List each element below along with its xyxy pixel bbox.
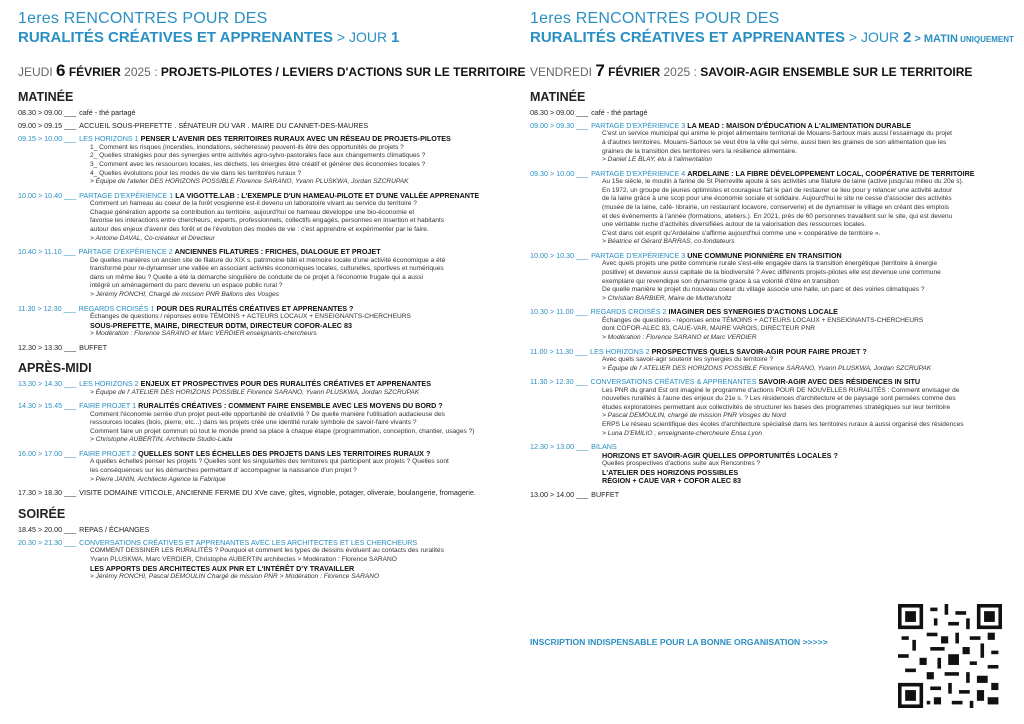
section-title: MATINÉE xyxy=(530,89,586,104)
entry-title xyxy=(79,121,368,130)
entry-description xyxy=(602,387,1016,439)
time-slot: 10.30 > 11.00 ___ xyxy=(530,307,588,317)
entry-title xyxy=(79,134,451,143)
description-line: C'est dans cet esprit qu'Ardelaine s'affirme aujourd'hui comme une « coopérative de territoire ». xyxy=(602,229,881,237)
time-slot: 14.30 > 15.45 ___ xyxy=(18,401,77,411)
session-title: ENJEUX ET PROSPECTIVES POUR DES RURALITÉS CRÉATIVES ET APPRENANTES xyxy=(140,379,432,389)
description-line: Au 15e siècle, le moulin à farine de St Pierreville ajoute à ses activités une filature de laine (active jusqu'au milieu du 20e s). xyxy=(602,178,964,186)
entry-heading xyxy=(18,401,504,410)
entry-title xyxy=(79,191,479,200)
session-title: café - thé partagé xyxy=(591,107,648,117)
schedule-entry xyxy=(18,108,504,117)
entry-description xyxy=(602,452,1016,486)
schedule-entry xyxy=(18,121,504,130)
description-line: L'ATELIER DES HORIZONS POSSIBLES xyxy=(602,467,739,477)
schedule-entry xyxy=(18,401,504,445)
entry-description xyxy=(602,178,1016,247)
session-tag: REGARDS CROISÉS 2 xyxy=(590,307,667,317)
day-1-schedule xyxy=(18,90,504,582)
session-title: POUR DES RURALITÉS CRÉATIVES ET APPRENANTES ? xyxy=(156,303,354,313)
day-2-column xyxy=(530,10,1016,499)
time-slot: 16.00 > 17.00 ___ xyxy=(18,448,77,458)
description-line: > Équipe de l' ATELIER DES HORIZONS POSSIBLE Florence SARANO, Yvann PLUSKWA, Jordan SZCRUPAK xyxy=(602,364,932,372)
session-tag: FAIRE PROJET 1 xyxy=(79,401,137,411)
session-tag: PARTAGE D'EXPÉRIENCE 1 xyxy=(79,190,174,200)
session-title: ACCUEIL SOUS-PREFETTE . SÉNATEUR DU VAR . MAIRE DU CANNET-DES-MAURES xyxy=(79,121,369,131)
description-line: de la laine grâce à une scop pour une économie sociale et solidaire. Aujourd'hui le site ne cesse d'associer des activités xyxy=(602,195,952,203)
entry-title xyxy=(591,377,921,386)
description-line: > Pierre JANIN, Architecte Agence la Fabrique xyxy=(90,475,226,483)
schedule-entry xyxy=(530,347,1016,374)
session-tag: CONVERSATIONS CRÉATIVES ET APPRENANTES AVEC LES ARCHITECTES ET LES CHERCHEURS xyxy=(79,537,418,547)
entry-title xyxy=(590,347,867,356)
time-slot: 08.30 > 09.00 ___ xyxy=(18,107,77,117)
day-2-date-line: VENDREDI 7 FÉVRIER 2025 : SAVOIR-AGIR ENSEMBLE SUR LE TERRITOIRE xyxy=(530,60,973,80)
description-line: Quelles prospectives d'actions suite aux Rencontres ? xyxy=(602,460,761,468)
event-title-line-2: RURALITÉS CRÉATIVES ET APPRENANTES > JOUR 2 > MATIN UNIQUEMENT xyxy=(530,29,1014,47)
time-slot: 11.30 > 12.30 ___ xyxy=(18,303,76,313)
schedule-entry xyxy=(530,490,1016,499)
session-tag: PARTAGE D'EXPÉRIENCE 4 xyxy=(591,168,686,178)
description-line: à d'autres territoires. Mouans-Sartoux se veut être la ville qui sème, aussi bien les graines de son alimentation que les xyxy=(602,139,947,147)
description-line: HORIZONS ET SAVOIR-AGIR QUELLES OPPORTUNITÉS LOCALES ? xyxy=(602,450,838,460)
entry-description xyxy=(602,317,1016,343)
description-line: RÉGION + CAUE VAR + COFOR ALEC 83 xyxy=(602,476,741,486)
description-line: > Luna D'EMILIO , enseignante-chercheure Ensa Lyon xyxy=(602,429,763,437)
registration-notice: INSCRIPTION INDISPENSABLE POUR LA BONNE ORGANISATION >>>>> xyxy=(530,637,828,647)
description-line: > Modération : Florence SARANO et Marc VERDIER enseignants-chercheurs xyxy=(90,330,317,338)
description-line: De quelle manière le projet du nouveau coeur du village associe une halle, un parc et des voiries climatiques ? xyxy=(602,286,925,294)
description-line: favorise les interactions entre chercheurs, experts, professionnels, collectifs engagés, personnes en insertion et habitants xyxy=(90,217,445,225)
time-slot: 10.00 > 10.30 ___ xyxy=(530,250,589,260)
entry-description xyxy=(90,313,504,339)
entry-heading xyxy=(18,538,504,547)
description-line: 2_ Quelles stratégies pour des synergies entre activités agro-sylvo-pastorales face aux changements climatiques ? xyxy=(90,152,426,160)
description-line: > Antoine DAVAL, Co-créateur et Directeur xyxy=(90,234,215,242)
description-line: LES APPORTS DES ARCHITECTES AUX PNR ET L'INTÉRÊT D'Y TRAVAILLER xyxy=(90,563,355,573)
entry-description xyxy=(90,389,504,398)
entry-description xyxy=(602,356,1016,373)
entry-description xyxy=(90,257,504,300)
entry-title xyxy=(79,449,430,458)
schedule-entry xyxy=(530,169,1016,247)
schedule-entry xyxy=(18,134,504,186)
event-title-line-2: RURALITÉS CRÉATIVES ET APPRENANTES > JOUR 1 xyxy=(18,29,400,47)
day-2-schedule xyxy=(530,90,1016,500)
description-line: En 1972, un groupe de jeunes optimistes et courageux fait le pari de restaurer ce lieu pour y relancer une activité autour xyxy=(602,186,953,194)
description-line: graines de la transition des territoires vers la résilience alimentaire. xyxy=(602,147,797,155)
schedule-entry xyxy=(530,377,1016,438)
entry-heading xyxy=(530,307,1016,316)
description-line: C'est un service municipal qui anime le projet alimentaire territorial de Mouans-Sartoux mais aussi l'essaimage du projet xyxy=(602,130,952,138)
session-title: BUFFET xyxy=(79,342,108,352)
description-line: transformé pour re-dynamiser une vallée en associant activités économiques locales, culturelles, sportives et numériques xyxy=(90,265,444,273)
entry-title xyxy=(79,538,417,547)
description-line: positive) et devenue aussi capitale de la biodiversité ? Avec différents projets-pilotes elle est devenue une commune xyxy=(602,268,941,276)
entry-heading xyxy=(530,251,1016,260)
description-line: (musée de la laine, café- librairie, un restaurant locavore, conserverie) et de dynamiser le village en créant des emplois xyxy=(602,204,950,212)
entry-description xyxy=(602,260,1016,303)
entry-title xyxy=(79,247,381,256)
description-line: Échanges de questions - réponses entre TÉMOINS + ACTEURS LOCAUX + ENSEIGNANTS-CHERCHEURS xyxy=(602,316,924,324)
entry-heading xyxy=(530,108,1016,117)
schedule-entry xyxy=(18,488,504,497)
description-line: et des événements à l'année (formations, ateliers.). En 2021, près de 60 personnes travaillent sur le site, qui est devenu xyxy=(602,212,953,220)
time-slot: 11.30 > 12.30 ___ xyxy=(530,377,588,387)
session-tag: LES HORIZONS 1 xyxy=(79,134,139,144)
schedule-entry xyxy=(530,307,1016,342)
entry-heading xyxy=(18,108,504,117)
session-title: ANCIENNES FILATURES : FRICHES, DIALOGUE ET PROJET xyxy=(174,247,381,257)
description-line: COMMENT DESSINER LES RURALITÉS ? Pourquoi et comment les types de dessins évoluent au contacts des ruralités xyxy=(90,547,444,555)
time-slot: 10.40 > 11.10 ___ xyxy=(18,247,76,257)
session-title: RURALITÉS CRÉATIVES : COMMENT FAIRE ENSEMBLE AVEC LES MOYENS DU BORD ? xyxy=(138,401,443,411)
description-line: > Daniel LE BLAY, élu à l'alimentation xyxy=(602,156,712,164)
schedule-entry xyxy=(530,251,1016,303)
entry-title xyxy=(591,490,619,499)
description-line: De quelles manières un ancien site de filature du XIX s. patrimoine bâti et mémoire locale d'une activité économique a été xyxy=(90,256,446,264)
description-line: intégré un aménagement du parc devenu un espace public rural ? xyxy=(90,282,283,290)
schedule-entry xyxy=(18,304,504,339)
description-line: > Christophe AUBERTIN, Architecte Studio-Lada xyxy=(90,436,233,444)
entry-title xyxy=(79,379,431,388)
entry-description xyxy=(90,458,504,484)
entry-heading xyxy=(18,379,504,388)
schedule-entry xyxy=(18,525,504,534)
schedule-entry xyxy=(18,343,504,352)
entry-heading xyxy=(18,449,504,458)
session-tag: PARTAGE D'EXPÉRIENCE 3 xyxy=(591,121,686,131)
schedule-entry xyxy=(18,449,504,484)
description-line: > Christian BARBIER, Maire de Muttersholtz xyxy=(602,294,732,302)
entry-heading xyxy=(18,191,504,200)
event-title-line-1: 1eres RENCONTRES POUR DES xyxy=(530,10,780,27)
entry-description xyxy=(90,547,504,581)
entry-title xyxy=(591,307,838,316)
entry-title xyxy=(591,108,647,117)
entry-heading xyxy=(530,169,1016,178)
day-1-column xyxy=(18,10,526,582)
description-line: Les PNR du grand Est ont imaginé le programme d'actions POUR DE NOUVELLES RURALITÉS : Comment envisager de xyxy=(602,386,960,394)
session-tag: CONVERSATIONS CRÉATIVES & APPRENANTES xyxy=(590,377,757,387)
session-title: ARDELAINE : LA FIBRE DÉVELOPPEMENT LOCAL, COOPÉRATIVE DE TERRITOIRE xyxy=(687,168,975,178)
description-line: > Jérémy RONCHI, Chargé de mission PNR Ballons des Vosges xyxy=(90,290,280,298)
description-line: Comment l'économie serrée d'un projet peut-elle opportunité de créativité ? De quelle manière l'utilisation audacieuse des xyxy=(90,410,445,418)
entry-heading xyxy=(18,121,504,130)
description-line: 3_ Comment avec les ressources locales, les déchets, les énergies être créatif et générer des économies locales ? xyxy=(90,161,426,169)
session-title: QUELLES SONT LES ÉCHELLES DES PROJETS DANS LES TERRITOIRES RURAUX ? xyxy=(138,448,431,458)
time-slot: 09.00 > 09.30 ___ xyxy=(530,121,589,131)
session-tag: BILANS xyxy=(591,442,617,452)
description-line: une véritable ruche d'activités diversifiées autour de la valorisation des ressources locales. xyxy=(602,221,867,229)
entry-heading xyxy=(18,525,504,534)
description-line: Comment faire un projet commun où tout le monde prend sa place à chaque étape (programmation, conception, chantier, usages ?) xyxy=(90,427,475,435)
time-slot: 12.30 > 13.30 ___ xyxy=(18,342,77,352)
description-line: nouvelles ruralités à l'aune des enjeux du 21e s. ? Les résidences d'architecture et de paysage sont pensées comme des xyxy=(602,395,956,403)
description-line: les conséquences sur les démarches permettant d' accompagner la naissance d'un projet ? xyxy=(90,466,357,474)
schedule-entry xyxy=(530,108,1016,117)
time-slot: 17.30 > 18.30 ___ xyxy=(18,488,77,498)
description-line: SOUS-PREFETTE, MAIRE, DIRECTEUR DDTM, DIRECTEUR COFOR-ALEC 83 xyxy=(90,320,352,330)
description-line: > Jérémy RONCHI, Pascal DEMOULIN Chargé de mission PNR > Modération : Florence SARANO xyxy=(90,573,380,581)
description-line: > Équipe de l'atelier DES HORIZONS POSSIBLE Florence SARANO, Yvann PLUSKWA, Jordan SZCRUPAK xyxy=(90,178,409,186)
schedule-entry xyxy=(18,247,504,299)
entry-description xyxy=(602,130,1016,164)
entry-heading xyxy=(18,247,504,256)
entry-heading xyxy=(530,121,1016,130)
time-slot: 11.00 > 11.30 ___ xyxy=(530,346,588,356)
schedule-entry xyxy=(18,379,504,397)
entry-title xyxy=(79,525,149,534)
session-title: café - thé partagé xyxy=(79,107,136,117)
session-title: BUFFET xyxy=(591,489,620,499)
entry-heading xyxy=(18,488,504,497)
description-line: Comment un hameau au coeur de la forêt vosgienne est-il devenu un laboratoire vivant au service du territoire ? xyxy=(90,200,417,208)
schedule-entry xyxy=(530,121,1016,165)
description-line: > Modération : Florence SARANO et Marc VERDIER xyxy=(602,333,757,341)
description-line: > Équipe de l' ATELIER DES HORIZONS POSSIBLE Florence SARANO, Yvann PLUSKWA, Jordan SZCRUPAK xyxy=(90,388,420,396)
description-line: exemplaire qui revendique son dynamisme grace à sa volonté d'être en transition xyxy=(602,277,839,285)
description-line: A quelles échelles penser les projets ? Quelles sont les singularités des territoires qui participent aux projets ? Quelles sont xyxy=(90,458,449,466)
description-line: Chaque génération apporte sa contribution au territoire, aujourd'hui ce hameau développe une bio-économie et xyxy=(90,208,415,216)
entry-description xyxy=(90,144,504,187)
entry-heading xyxy=(530,490,1016,499)
time-slot: 09.00 > 09.15 ___ xyxy=(18,121,77,131)
section-title: APRÈS-MIDI xyxy=(18,361,92,376)
session-title: SAVOIR-AGIR AVEC DES RÉSIDENCES IN SITU xyxy=(758,377,921,387)
description-line: ressources locales (bois, pierre, etc...) dans les projets crée une identité rurale symbole de savoir-faire vivants ? xyxy=(90,419,417,427)
day-2-header xyxy=(530,10,1016,47)
session-title: VISITE DOMAINE VITICOLE, ANCIENNE FERME DU XVe cave, gîtes, vignoble, potager, oliveraie, boulangerie, fromagerie. xyxy=(79,488,476,498)
time-slot: 10.00 > 10.40 ___ xyxy=(18,190,77,200)
time-slot: 08.30 > 09.00 ___ xyxy=(530,107,589,117)
session-tag: PARTAGE D'EXPÉRIENCE 2 xyxy=(78,247,173,257)
time-slot: 12.30 > 13.00 ___ xyxy=(530,442,589,452)
entry-description xyxy=(90,411,504,445)
time-slot: 13.30 > 14.30 ___ xyxy=(18,379,77,389)
entry-title xyxy=(79,401,443,410)
time-slot: 09.30 > 10.00 ___ xyxy=(530,168,589,178)
entry-title xyxy=(79,343,107,352)
description-line: 4_ Quelles évolutions pour les modes de vie dans les territoires ruraux ? xyxy=(90,169,302,177)
entry-title xyxy=(591,169,974,178)
description-line: autour des enjeux d'avenir des forêt et de l'évolution des modes de vie : c'est apprendre et expérimenter par le faire. xyxy=(90,226,429,234)
description-line: 1_ Comment les risques (incendies, inondations, sécheresse) peuvent-ils être des opportunités de projets ? xyxy=(90,143,404,151)
session-tag: LES HORIZONS 2 xyxy=(79,379,139,389)
section-title: MATINÉE xyxy=(18,89,74,104)
session-title: PROSPECTIVES QUELS SAVOIR-AGIR POUR FAIRE PROJET ? xyxy=(651,346,867,356)
time-slot: 20.30 > 21.30 ___ xyxy=(18,537,77,547)
description-line: > Béatrice et Gérard BARRAS, co-fondateurs xyxy=(602,238,735,246)
description-line: ERPS Le réseau scientifique des écoles d'architecture spécialisé dans les territoires ruraux à aussi organisé des résidences xyxy=(602,420,964,428)
entry-heading xyxy=(18,304,504,313)
entry-title xyxy=(591,251,842,260)
description-line: Avec quels savoir-agir soutenir les synergies du territoire ? xyxy=(602,355,774,363)
description-line: > Pascal DEMOULIN, chargé de mission PNR Vosges du Nord xyxy=(602,412,786,420)
qr-code-icon[interactable] xyxy=(898,604,1002,708)
entry-title xyxy=(591,121,911,130)
description-line: Avec quels projets une petite commune rurale s'est-elle engagée dans la transition énergétique (territoire à énergie xyxy=(602,260,938,268)
time-slot: 13.00 > 14.00 ___ xyxy=(530,489,589,499)
day-1-header xyxy=(18,10,504,47)
description-line: études exploratoires permettant aux collectivités de structurer les bases des programmes stratégiques sur leur territoire xyxy=(602,403,951,411)
session-title: REPAS / ÉCHANGES xyxy=(79,524,150,534)
session-title: PENSER L'AVENIR DES TERRITOIRES RURAUX AVEC UN RÉSEAU DE PROJETS-PILOTES xyxy=(140,134,451,144)
event-title-line-1: 1eres RENCONTRES POUR DES xyxy=(18,10,268,27)
description-line: dont COFOR-ALEC 83, CAUE-VAR, MAIRE VAROIS, DIRECTEUR PNR xyxy=(602,325,815,333)
session-tag: FAIRE PROJET 2 xyxy=(79,448,137,458)
description-line: dans un même lieu ? Quelle a été la démarche singulière de conduite de ce projet à l'économie frugale qui a aussi xyxy=(90,273,423,281)
section-title: SOIRÉE xyxy=(18,506,66,521)
entry-heading xyxy=(530,377,1016,386)
entry-title xyxy=(79,108,135,117)
entry-description xyxy=(90,200,504,243)
session-title: IMAGINER DES SYNERGIES D'ACTIONS LOCALE xyxy=(668,307,838,317)
schedule-entry xyxy=(18,538,504,582)
entry-title xyxy=(79,488,476,497)
session-title: LA VIGOTTE.LAB : L'EXEMPLE D'UN HAMEAU-PILOTE ET D'UNE VALLÉE APPRENANTE xyxy=(175,190,480,200)
entry-heading xyxy=(530,347,1016,356)
day-1-date-line: JEUDI 6 FÉVRIER 2025 : PROJETS-PILOTES / LEVIERS D'ACTIONS SUR LE TERRITOIRE xyxy=(18,60,526,80)
schedule-entry xyxy=(530,442,1016,486)
session-title: LA MEAD : MAISON D'ÉDUCATION A L'ALIMENTATION DURABLE xyxy=(687,121,912,131)
description-line: Yvann PLUSKWA, Marc VERDIER, Christophe AUBERTIN architectes > Modération : Florence SARANO xyxy=(90,555,397,563)
time-slot: 18.45 > 20.00 ___ xyxy=(18,524,77,534)
session-tag: LES HORIZONS 2 xyxy=(590,346,650,356)
entry-heading xyxy=(18,134,504,143)
schedule-entry xyxy=(18,191,504,243)
entry-heading xyxy=(18,343,504,352)
entry-title xyxy=(79,304,354,313)
session-title: UNE COMMUNE PIONNIÈRE EN TRANSITION xyxy=(687,250,842,260)
session-tag: REGARDS CROISÉS 1 xyxy=(78,303,155,313)
time-slot: 09.15 > 10.00 ___ xyxy=(18,134,77,144)
description-line: Échanges de questions / réponses entre TÉMOINS + ACTEURS LOCAUX + ENSEIGNANTS-CHERCHEURS xyxy=(90,312,411,320)
session-tag: PARTAGE D'EXPÉRIENCE 3 xyxy=(591,250,686,260)
